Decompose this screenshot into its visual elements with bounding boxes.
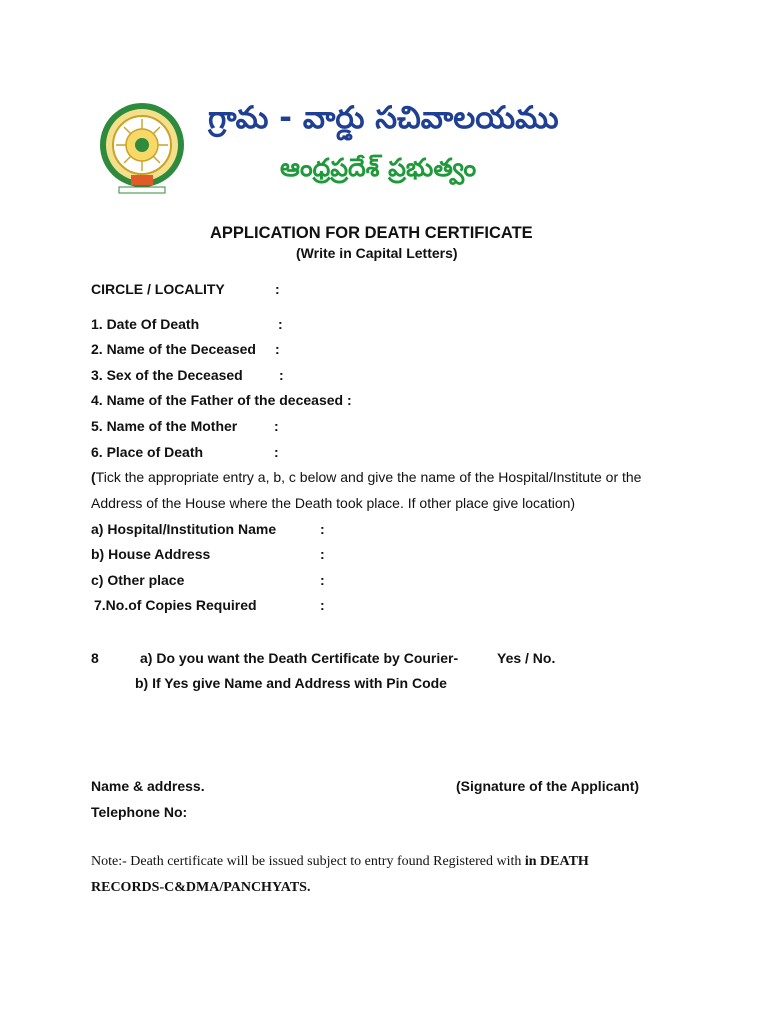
instruction-paren: ( [91,469,96,485]
circle-locality-colon: : [275,281,280,297]
field-copies-required: 7.No.of Copies Required [94,597,257,613]
field-house-address: b) House Address [91,546,211,562]
instruction-line-2: Address of the House where the Death took place. If other place give location) [91,495,576,511]
field-colon: : [275,341,280,357]
field-colon: : [274,418,279,434]
note-line-1 [91,854,589,870]
applicant-signature-label: (Signature of the Applicant) [456,778,640,794]
field-colon: : [320,521,325,537]
field-colon: : [320,572,325,588]
field-date-of-death: 1. Date Of Death [91,316,200,332]
field-sex-deceased: 3. Sex of the Deceased [91,367,243,383]
header-telugu-title: గ్రామ - వార్డు సచివాలయము [208,100,559,136]
field-hospital-name: a) Hospital/Institution Name [91,521,277,537]
field-name-deceased: 2. Name of the Deceased [91,341,256,357]
question-8a-courier: a) Do you want the Death Certificate by Courier- [140,650,459,666]
note-line-2: RECORDS-C&DMA/PANCHYATS. [91,880,311,895]
field-colon: : [279,367,284,383]
field-mother-name: 5. Name of the Mother [91,418,238,434]
field-colon: : [320,546,325,562]
name-address-label: Name & address. [91,778,205,794]
header-telugu-subtitle: ఆంధ్రప్రదేశ్ ప్రభుత్వం [280,153,477,182]
field-colon: : [320,597,325,613]
form-title: APPLICATION FOR DEATH CERTIFICATE [210,224,533,242]
andhra-pradesh-emblem-icon [97,101,187,197]
field-place-of-death: 6. Place of Death [91,444,204,460]
form-subtitle: (Write in Capital Letters) [296,245,458,261]
question-8-number: 8 [91,650,99,666]
telephone-label: Telephone No: [91,804,188,820]
question-8a-yes-no: Yes / No. [497,650,556,666]
note-bold-1: in DEATH [524,854,589,869]
field-colon: : [278,316,283,332]
instruction-line-1 [91,469,641,485]
field-colon: : [274,444,279,460]
note-text: Note:- Death certificate will be issued subject to entry found Registered with [91,854,525,869]
question-8b-address: b) If Yes give Name and Address with Pin Code [135,675,447,691]
circle-locality-label: CIRCLE / LOCALITY [91,281,225,297]
instruction-text-1: Tick the appropriate entry a, b, c below and give the name of the Hospital/Institute or the [95,469,642,485]
field-father-name: 4. Name of the Father of the deceased : [91,392,352,408]
field-other-place: c) Other place [91,572,185,588]
